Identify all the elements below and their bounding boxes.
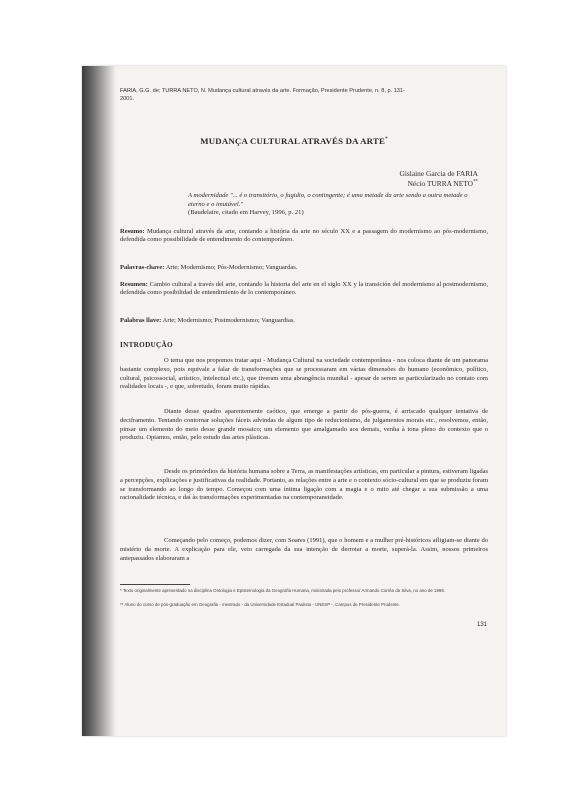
citation-line-1: FARIA, G.G. de; TURRA NETO, N. Mudança cultural através da arte. Formação, Presidente Prudente, n. 8, p. 131- — [120, 88, 405, 94]
title-footnote-mark: * — [385, 137, 388, 143]
footnote-2: ** Aluno do curso de pós-graduação em Geografia - mestrado - da Universidade Estadual Paulista - UNESP -, Campus de Presidente Prudente. — [120, 602, 401, 607]
author-2 — [408, 179, 478, 188]
palabras-llave — [120, 317, 488, 325]
palavras-chave-text: Arte; Modernismo; Pós-Modernismo; Vanguardas. — [165, 264, 298, 271]
body-paragraph-2: Diante desse quadro aparentemente caótico, que emerge a partir do pós-guerra, é arriscado qualquer tentativa de deciframento. Tentando contornar soluções fáceis advindas de algum tipo de reducionismo, de julgamentos morais etc., resolvemos, então, pinsar um elemento do meio desse grande mosaico; um elemento que amalgamado aos demais, venha à tona pleno do contexto que o produziu. Optamos, então, pelo estudo das artes plásticas. — [120, 408, 488, 442]
resumen — [120, 281, 488, 298]
palabras-llave-text: Arte; Modernismo; Postmodernismo; Vanguardias. — [162, 317, 296, 324]
citation-header — [120, 88, 500, 103]
section-heading-introducao: INTRODUÇÃO — [120, 341, 173, 349]
epigraph-quote: A modernidade "... é o transitório, o fugidio, o contingente; é uma metade da arte sendo a outra metade o eterno e o imutável." — [188, 192, 468, 208]
article-title-text: MUDANÇA CULTURAL ATRAVÉS DA ARTE — [200, 136, 386, 146]
palavras-chave — [120, 264, 488, 272]
resumen-label: Resumen: — [120, 281, 148, 288]
palavras-chave-label: Palavras-chave: — [120, 264, 165, 271]
body-paragraph-1: O tema que nos propomos tratar aqui - Mudança Cultural na sociedade contemporânea - nos coloca diante de um panorama bastante complexo, pois equivale a falar de transformações que se processaram em várias dimensões do humano (econômico, político, cultural, psicossocial, artístico, intelectual etc.), que tiveram uma abrangência mundial - apesar de serem se particularizado no contato com realidades locais -, e que, sobretudo, foram muito rápidas. — [120, 357, 488, 391]
scanned-page — [82, 66, 506, 736]
resumo-text: Mudança cultural através da arte, contando a história da arte no século XX e a passagem do modernismo ao pós-modernismo, defendida como possibilidade de entendimento do contemporâneo. — [120, 228, 488, 244]
footnote-1: * Texto originalmente apresentado na disciplina Ontologia e Epistemologia da Geografia Humana, ministrada pelo professor Armando Corrêa da Silva, no ano de 1999. — [120, 588, 446, 593]
page-number: 131 — [477, 622, 488, 628]
body-paragraph-3: Desde os primórdios da história humana sobre a Terra, as manifestações artísticas, em particular a pintura, estiveram ligadas a percepções, explicações e justificativas da realidade. Portanto, as relações entre a arte e o contexto sócio-cultural em que se produziu foram se transformando ao longo do tempo. Começou com uma íntima ligação com a magia e o mito até chegar a sua submissão a uma racionalidade técnica, e daí às transformações experimentadas na contemporaneidade. — [120, 468, 488, 502]
citation-line-2: 2001. — [120, 95, 134, 102]
article-title — [82, 136, 506, 146]
author-2-name: Nécio TURRA NETO — [407, 179, 473, 188]
author-2-mark: ** — [473, 179, 478, 185]
epigraph-source: (Baudelaire, citado em Harvey, 1996, p. 21) — [188, 209, 304, 216]
author-1-name: Gislaine Garcia de FARIA — [399, 169, 478, 178]
resumo-label: Resumo: — [120, 228, 145, 235]
footnote-divider — [120, 584, 190, 585]
palabras-llave-label: Palabras llave: — [120, 317, 162, 324]
author-1 — [400, 169, 478, 178]
page-spine-shadow — [82, 66, 116, 736]
resumen-text: Cambio cultural a través del arte, contando la historia del arte en el siglo XX y la transición del modernismo al postmodernismo, defendida como posibilidad de entendimiento de lo contemporáneo. — [120, 281, 488, 297]
resumo — [120, 228, 488, 245]
body-paragraph-4: Começando pelo começo, podemos dizer, com Soares (1991), que o homem e a mulher pré-históricos afligiam-se diante do mistério da morte. A explicação para ele, veio carregada da sua intenção de derrotar a morte, superá-la. Assim, nossos primeiros antepassados elaboraram a — [120, 537, 488, 562]
